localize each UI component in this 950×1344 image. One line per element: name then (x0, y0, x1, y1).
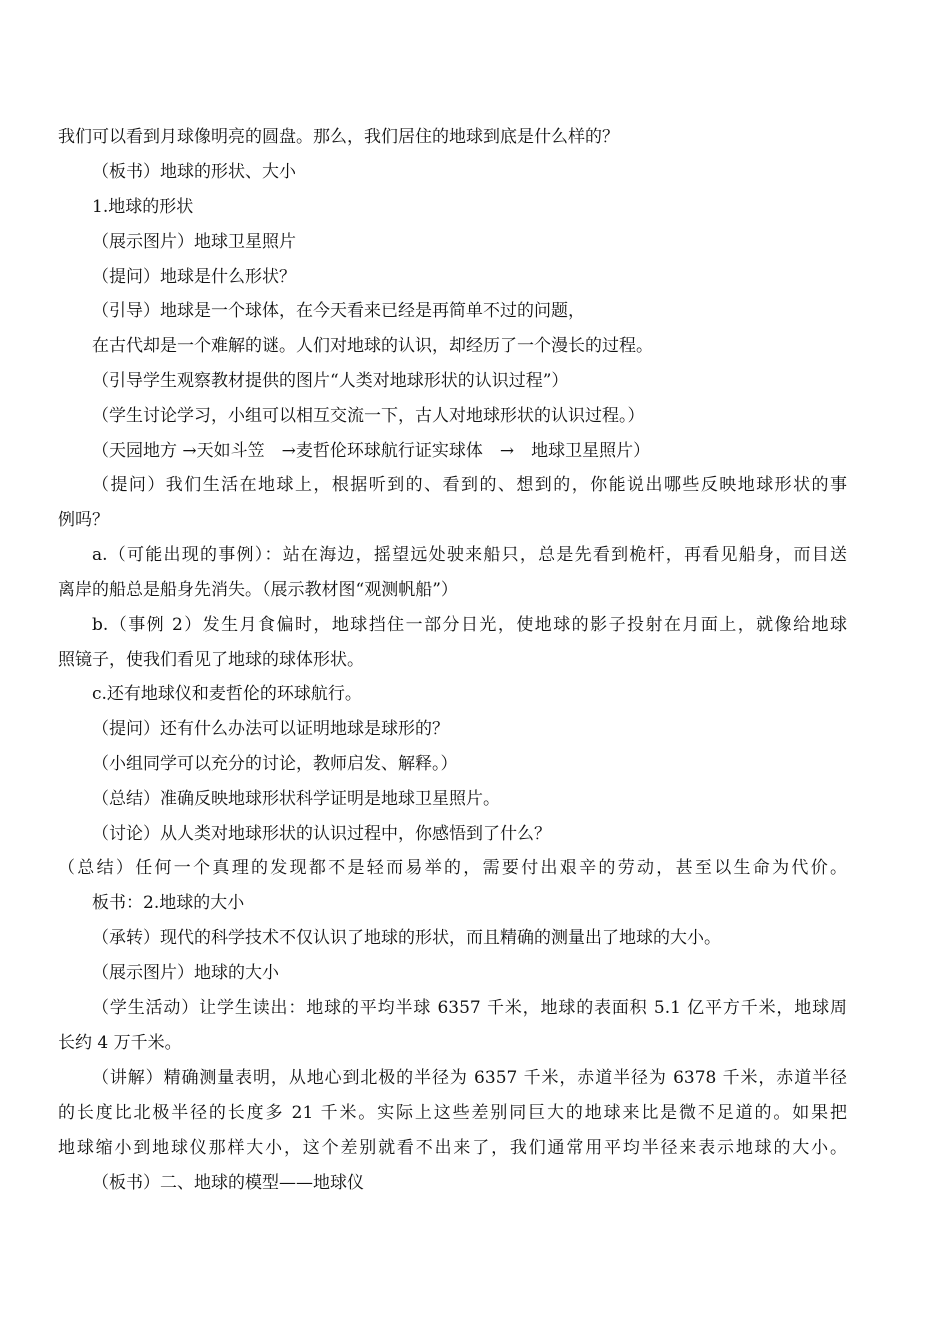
text-line: （板书）二、地球的模型——地球仪 (92, 1173, 364, 1193)
text-line: 的长度比北极半径的长度多 21 千米。实际上这些差别同巨大的地球来比是微不足道的。如果把 (58, 1103, 847, 1123)
text-line: （讨论）从人类对地球形状的认识过程中，你感悟到了什么？ (92, 824, 551, 844)
text-line: （引导学生观察教材提供的图片“人类对地球形状的认识过程”） (92, 371, 569, 391)
text-line: 例吗？ (58, 510, 109, 530)
text-line: （总结）准确反映地球形状科学证明是地球卫星照片。 (92, 789, 500, 809)
text-line: 长约 4 万千米。 (58, 1033, 182, 1053)
text-line: 我们可以看到月球像明亮的圆盘。那么，我们居住的地球到底是什么样的？ (58, 127, 619, 147)
text-line: 板书：2.地球的大小 (92, 893, 245, 913)
text-line: （提问）我们生活在地球上，根据听到的、看到的、想到的，你能说出哪些反映地球形状的事 (92, 475, 847, 495)
text-line: （小组同学可以充分的讨论，教师启发、解释。） (92, 754, 458, 774)
text-line: （学生讨论学习，小组可以相互交流一下，古人对地球形状的认识过程。） (92, 406, 645, 426)
text-line: （提问）还有什么办法可以证明地球是球形的？ (92, 719, 449, 739)
text-line: （学生活动）让学生读出：地球的平均半球 6357 千米，地球的表面积 5.1 亿平方千米，地球周 (92, 998, 847, 1018)
text-line: （提问）地球是什么形状？ (92, 267, 296, 287)
text-line: 1.地球的形状 (92, 197, 194, 217)
text-line: （承转）现代的科学技术不仅认识了地球的形状，而且精确的测量出了地球的大小。 (92, 928, 721, 948)
text-line: （展示图片）地球的大小 (92, 963, 279, 983)
text-line: （引导）地球是一个球体，在今天看来已经是再简单不过的问题， (92, 301, 585, 321)
text-line: （板书）地球的形状、大小 (92, 162, 296, 182)
text-line: （总结）任何一个真理的发现都不是轻而易举的，需要付出艰辛的劳动，甚至以生命为代价。 (58, 858, 847, 878)
text-line: （天园地方 →天如斗笠 →麦哲伦环球航行证实球体 → 地球卫星照片） (92, 441, 651, 461)
text-line: 在古代却是一个难解的谜。人们对地球的认识，却经历了一个漫长的过程。 (92, 336, 653, 356)
text-line: a.（可能出现的事例）：站在海边，摇望远处驶来船只，总是先看到桅杆，再看见船身，而目送 (92, 545, 847, 565)
text-line: 离岸的船总是船身先消失。（展示教材图“观测帆船”） (58, 580, 458, 600)
text-line: （展示图片）地球卫星照片 (92, 232, 296, 252)
text-line: c.还有地球仪和麦哲伦的环球航行。 (92, 684, 362, 704)
text-line: 照镜子，使我们看见了地球的球体形状。 (58, 650, 364, 670)
text-line: 地球缩小到地球仪那样大小，这个差别就看不出来了，我们通常用平均半径来表示地球的大小。 (58, 1138, 847, 1158)
text-line: （讲解）精确测量表明，从地心到北极的半径为 6357 千米，赤道半径为 6378 千米，赤道半径 (92, 1068, 847, 1088)
text-line: b.（事例 2）发生月食偏时，地球挡住一部分日光，使地球的影子投射在月面上，就像给地球 (92, 615, 847, 635)
